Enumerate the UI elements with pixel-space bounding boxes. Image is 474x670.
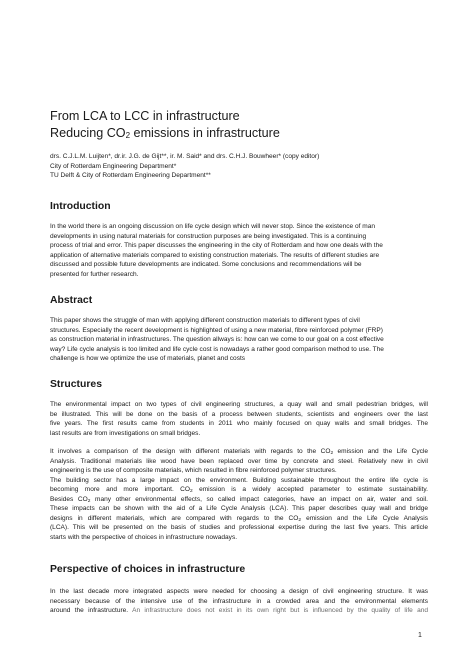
structures-paragraph-2 <box>50 447 428 542</box>
faded-text: An infrastructure does not exist in its own right but is influenced by the quality of life and <box>132 607 428 614</box>
structures-line: be illustrated. This will be done on the basis of a process between students, scientists and engineers over the last <box>50 410 428 418</box>
introduction-paragraph <box>50 222 428 279</box>
structures-heading: Structures <box>50 379 102 390</box>
structures-line: Besides $CO_2$ many other environmental effects, so called impact categories, have an impact on air, water and soil. <box>50 495 428 504</box>
abstract-line: as construction material in infrastructures. The question allways is: how can we come to our goal on a cost effective <box>50 336 384 343</box>
title-line-2 <box>50 125 450 142</box>
introduction-heading: Introduction <box>50 201 111 212</box>
title-line-2-post: emissions in infrastructure <box>130 126 280 140</box>
structures-line: five years. The first results came from students in 2011 who mainly focused on quay walls and small bridges. The <box>50 420 428 427</box>
introduction-line: developments in using natural materials for construction purposes are being investigated. This is a continuing <box>50 232 367 240</box>
structures-line: The building sector has a large impact on the environment. Building sustainable throughout the entire life cycle is <box>50 476 428 484</box>
structures-line: These impacts can be shown with the aid of a Life Cycle Analysis (LCA). This paper describes quay wall and bridge <box>50 505 428 512</box>
perspective-line: around the infrastructure. An infrastructure does not exist in its own right but is influenced by the quality of life and <box>50 607 428 614</box>
perspective-paragraph <box>50 587 428 616</box>
perspective-line: necessary because of the intensive use of the infrastructure in a crowded area and the environmental elements <box>50 597 428 605</box>
introduction-line: In the world there is an ongoing discussion on life cycle design which will never stop. Since the existence of man <box>50 223 375 230</box>
abstract-paragraph <box>50 316 428 364</box>
structures-paragraph-1 <box>50 400 428 438</box>
introduction-line: application of alternative materials compared to existing construction materials. The results of different studies are <box>50 251 380 259</box>
structures-line: The environmental impact on two types of civil engineering structures, a quay wall and small pedestrian bridges, will <box>50 401 428 408</box>
abstract-line: challenge is how we optimize the use of materials, planet and costs <box>50 355 246 362</box>
introduction-line: process of trial and error. This paper discusses the engineering in the city of Rotterdam and how one deals with the <box>50 242 383 249</box>
perspective-line: In the last decade more integrated aspects were needed for choosing a design of civil engineering structure. It was <box>50 588 428 595</box>
page-number: 1 <box>418 632 422 639</box>
abstract-line: This paper shows the struggle of man with applying different construction materials to different types of civil <box>50 317 360 324</box>
author-affiliation-2: TU Delft & City of Rotterdam Engineering Department** <box>50 172 211 180</box>
author-affiliation-1: City of Rotterdam Engineering Department* <box>50 162 177 170</box>
perspective-heading: Perspective of choices in infrastructure <box>50 564 246 575</box>
structures-line: becoming more and more important. $CO_2$ emission is a widely accepted parameter to estimate sustainability. <box>50 486 428 494</box>
author-block <box>50 152 450 181</box>
structures-line: designs in different materials, which are compared with regards to the $CO_2$ emission and the Life Cycle Analysis <box>50 514 428 523</box>
title-line-2-pre: Reducing CO <box>50 126 126 140</box>
structures-line: last results are from investigations on small bridges. <box>50 429 201 437</box>
structures-line: starts with the perspective of choices in infrastructure nowadays. <box>50 533 238 541</box>
introduction-line: discussed and possible future developments are indicated. Some conclusions and recommendations will be <box>50 261 362 268</box>
structures-line: engineering is the use of composite materials, which resulted in fibre reinforced polymer structures. <box>50 467 337 474</box>
structures-line: It involves a comparison of the design with different materials with regards to the $CO_2$ emission and the Life Cycle <box>50 448 428 456</box>
structures-line: (LCA). This will be presented on the basis of studies and professional expertise during the last five years. This article <box>50 524 428 531</box>
introduction-line: presented for further research. <box>50 270 139 278</box>
paper-title <box>50 108 450 142</box>
structures-line: Analysis. Traditional materials like wood have been replaced over time by concrete and steel. Relatively new in civil <box>50 457 428 465</box>
abstract-line: structures. Especially the recent development is highlighted of using a new material, fibre reinforced polymer (FRP) <box>50 326 383 334</box>
title-line-1: From LCA to LCC in infrastructure <box>50 109 240 123</box>
title-co2-subscript: 2 <box>125 131 131 140</box>
author-names: drs. C.J.L.M. Luijten*, dr.ir. J.G. de Gijt**, ir. M. Said* and drs. C.H.J. Bouwheer* (copy editor) <box>50 153 320 160</box>
abstract-line: way? Life cycle analysis is too limited and life cycle cost is nowadays a rather good comparison method to use. The <box>50 345 384 353</box>
abstract-heading: Abstract <box>50 295 93 306</box>
